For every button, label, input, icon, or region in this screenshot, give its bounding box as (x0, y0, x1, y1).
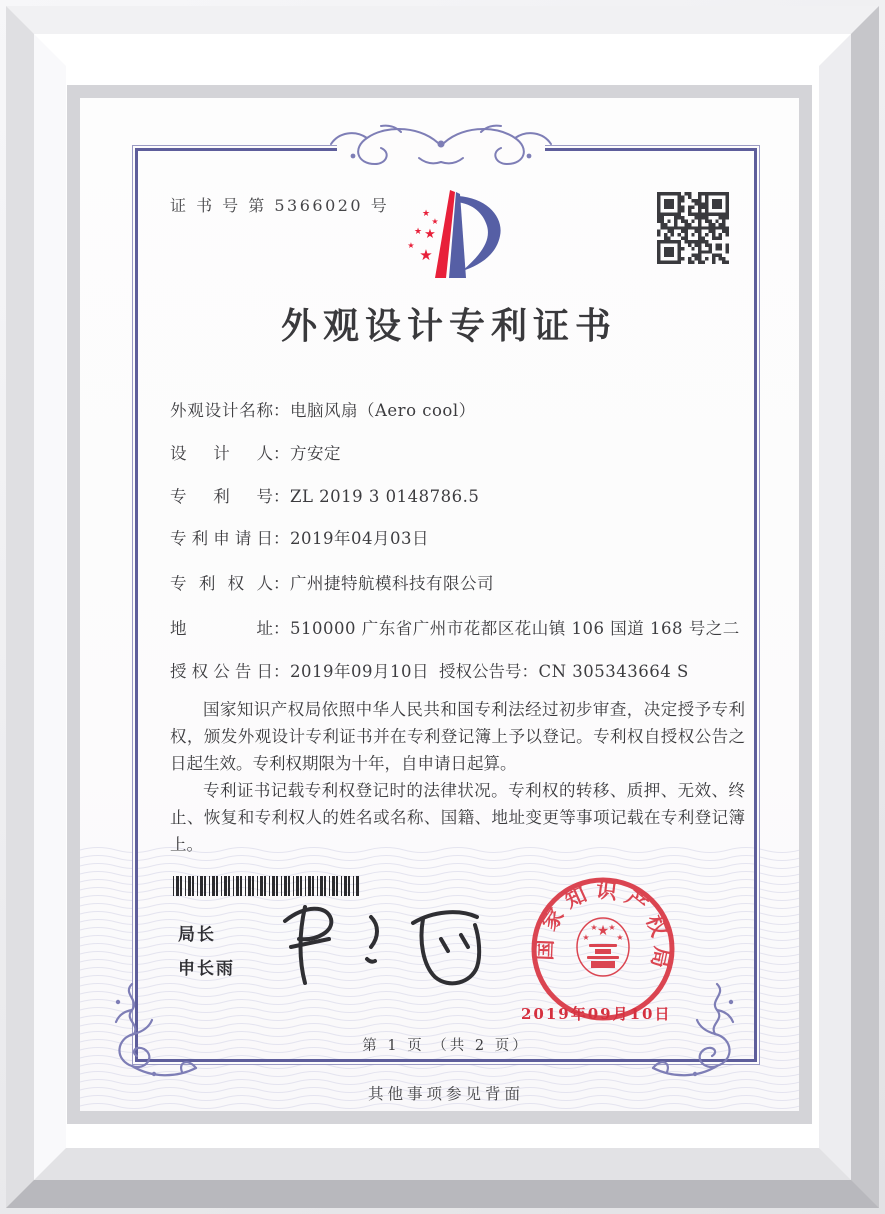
certificate-body (170, 696, 745, 858)
top-border-ornament (323, 118, 559, 172)
field-colon: ： (273, 529, 290, 548)
director-name: 申长雨 (178, 959, 235, 979)
certificate-paper (80, 98, 799, 1111)
seal-ring-text: 国家知识产权局 (531, 876, 676, 978)
body-paragraph-1: 国家知识产权局依照中华人民共和国专利法经过初步审查，决定授予专利权，颁发外观设计专利证书并在专利登记簿上予以登记。专利权自授权公告之日起生效。专利权期限为十年，自申请日起算。 (170, 700, 745, 773)
svg-text:★: ★ (407, 241, 415, 250)
field-row-patent-number (170, 483, 745, 507)
field-label: 地址 (170, 619, 273, 638)
field-label: 设计人 (170, 444, 273, 463)
field-value: 电脑风扇（Aero cool） (290, 401, 476, 420)
field-label-grant-number: 授权公告号 (438, 662, 522, 681)
field-colon: ： (273, 401, 290, 420)
page-indicator: 第 1 页 （共 2 页） (362, 1038, 530, 1054)
qr-code (657, 192, 729, 264)
field-value: CN 305343664 S (538, 662, 689, 681)
certificate-number: 证 书 号 第 5366020 号 (170, 196, 390, 215)
field-label: 专利权人 (170, 574, 273, 593)
field-colon: ： (273, 487, 290, 506)
field-label: 专利号 (170, 487, 273, 506)
field-label: 专利申请日 (170, 529, 273, 548)
frame-face (34, 34, 851, 1180)
frame-outer-bevel (6, 6, 879, 1208)
svg-text:★: ★ (419, 246, 433, 264)
svg-text:★: ★ (421, 209, 431, 219)
field-row-filing-date (170, 525, 745, 549)
svg-text:★: ★ (424, 227, 436, 242)
field-colon: ： (521, 662, 538, 681)
back-side-note: 其他事项参见背面 (367, 1085, 524, 1103)
field-value: 2019年04月03日 (290, 529, 429, 548)
svg-text:★: ★ (431, 217, 439, 226)
mat-board (66, 66, 819, 1148)
field-colon: ： (273, 619, 290, 638)
field-colon: ： (273, 574, 290, 593)
mat-window-shadow (67, 85, 812, 1124)
field-row-designer (170, 440, 745, 464)
field-row-address (170, 615, 745, 639)
field-row-grant (170, 658, 745, 682)
svg-text:★: ★ (590, 923, 598, 932)
field-row-design-name (170, 397, 745, 421)
certificate-title: 外观设计专利证书 (280, 305, 617, 347)
field-value: 方安定 (290, 444, 341, 463)
seal-date: 2019年09月10日 (521, 1005, 672, 1023)
director-signature (275, 891, 490, 996)
field-value: ZL 2019 3 0148786.5 (290, 487, 480, 506)
field-value: 2019年09月10日 (290, 662, 429, 681)
field-colon: ： (273, 662, 290, 681)
body-paragraph-2: 专利证书记载专利权登记时的法律状况。专利权的转移、质押、无效、终止、恢复和专利权人的姓名或名称、国籍、地址变更等事项记载在专利登记簿上。 (170, 781, 745, 854)
svg-text:★: ★ (596, 923, 610, 939)
svg-text:★: ★ (616, 933, 624, 942)
cnipa-logo (394, 186, 506, 282)
director-title: 局长 (178, 925, 216, 945)
svg-text:★: ★ (608, 923, 616, 932)
field-label: 外观设计名称 (170, 401, 273, 420)
svg-text:★: ★ (413, 227, 423, 237)
field-value: 广州捷特航模科技有限公司 (290, 574, 494, 593)
svg-text:★: ★ (582, 933, 590, 942)
field-value: 510000 广东省广州市花都区花山镇 106 国道 168 号之二 (290, 619, 740, 638)
field-label: 授权公告日 (170, 662, 273, 681)
field-colon: ： (273, 444, 290, 463)
field-row-patentee (170, 570, 745, 594)
